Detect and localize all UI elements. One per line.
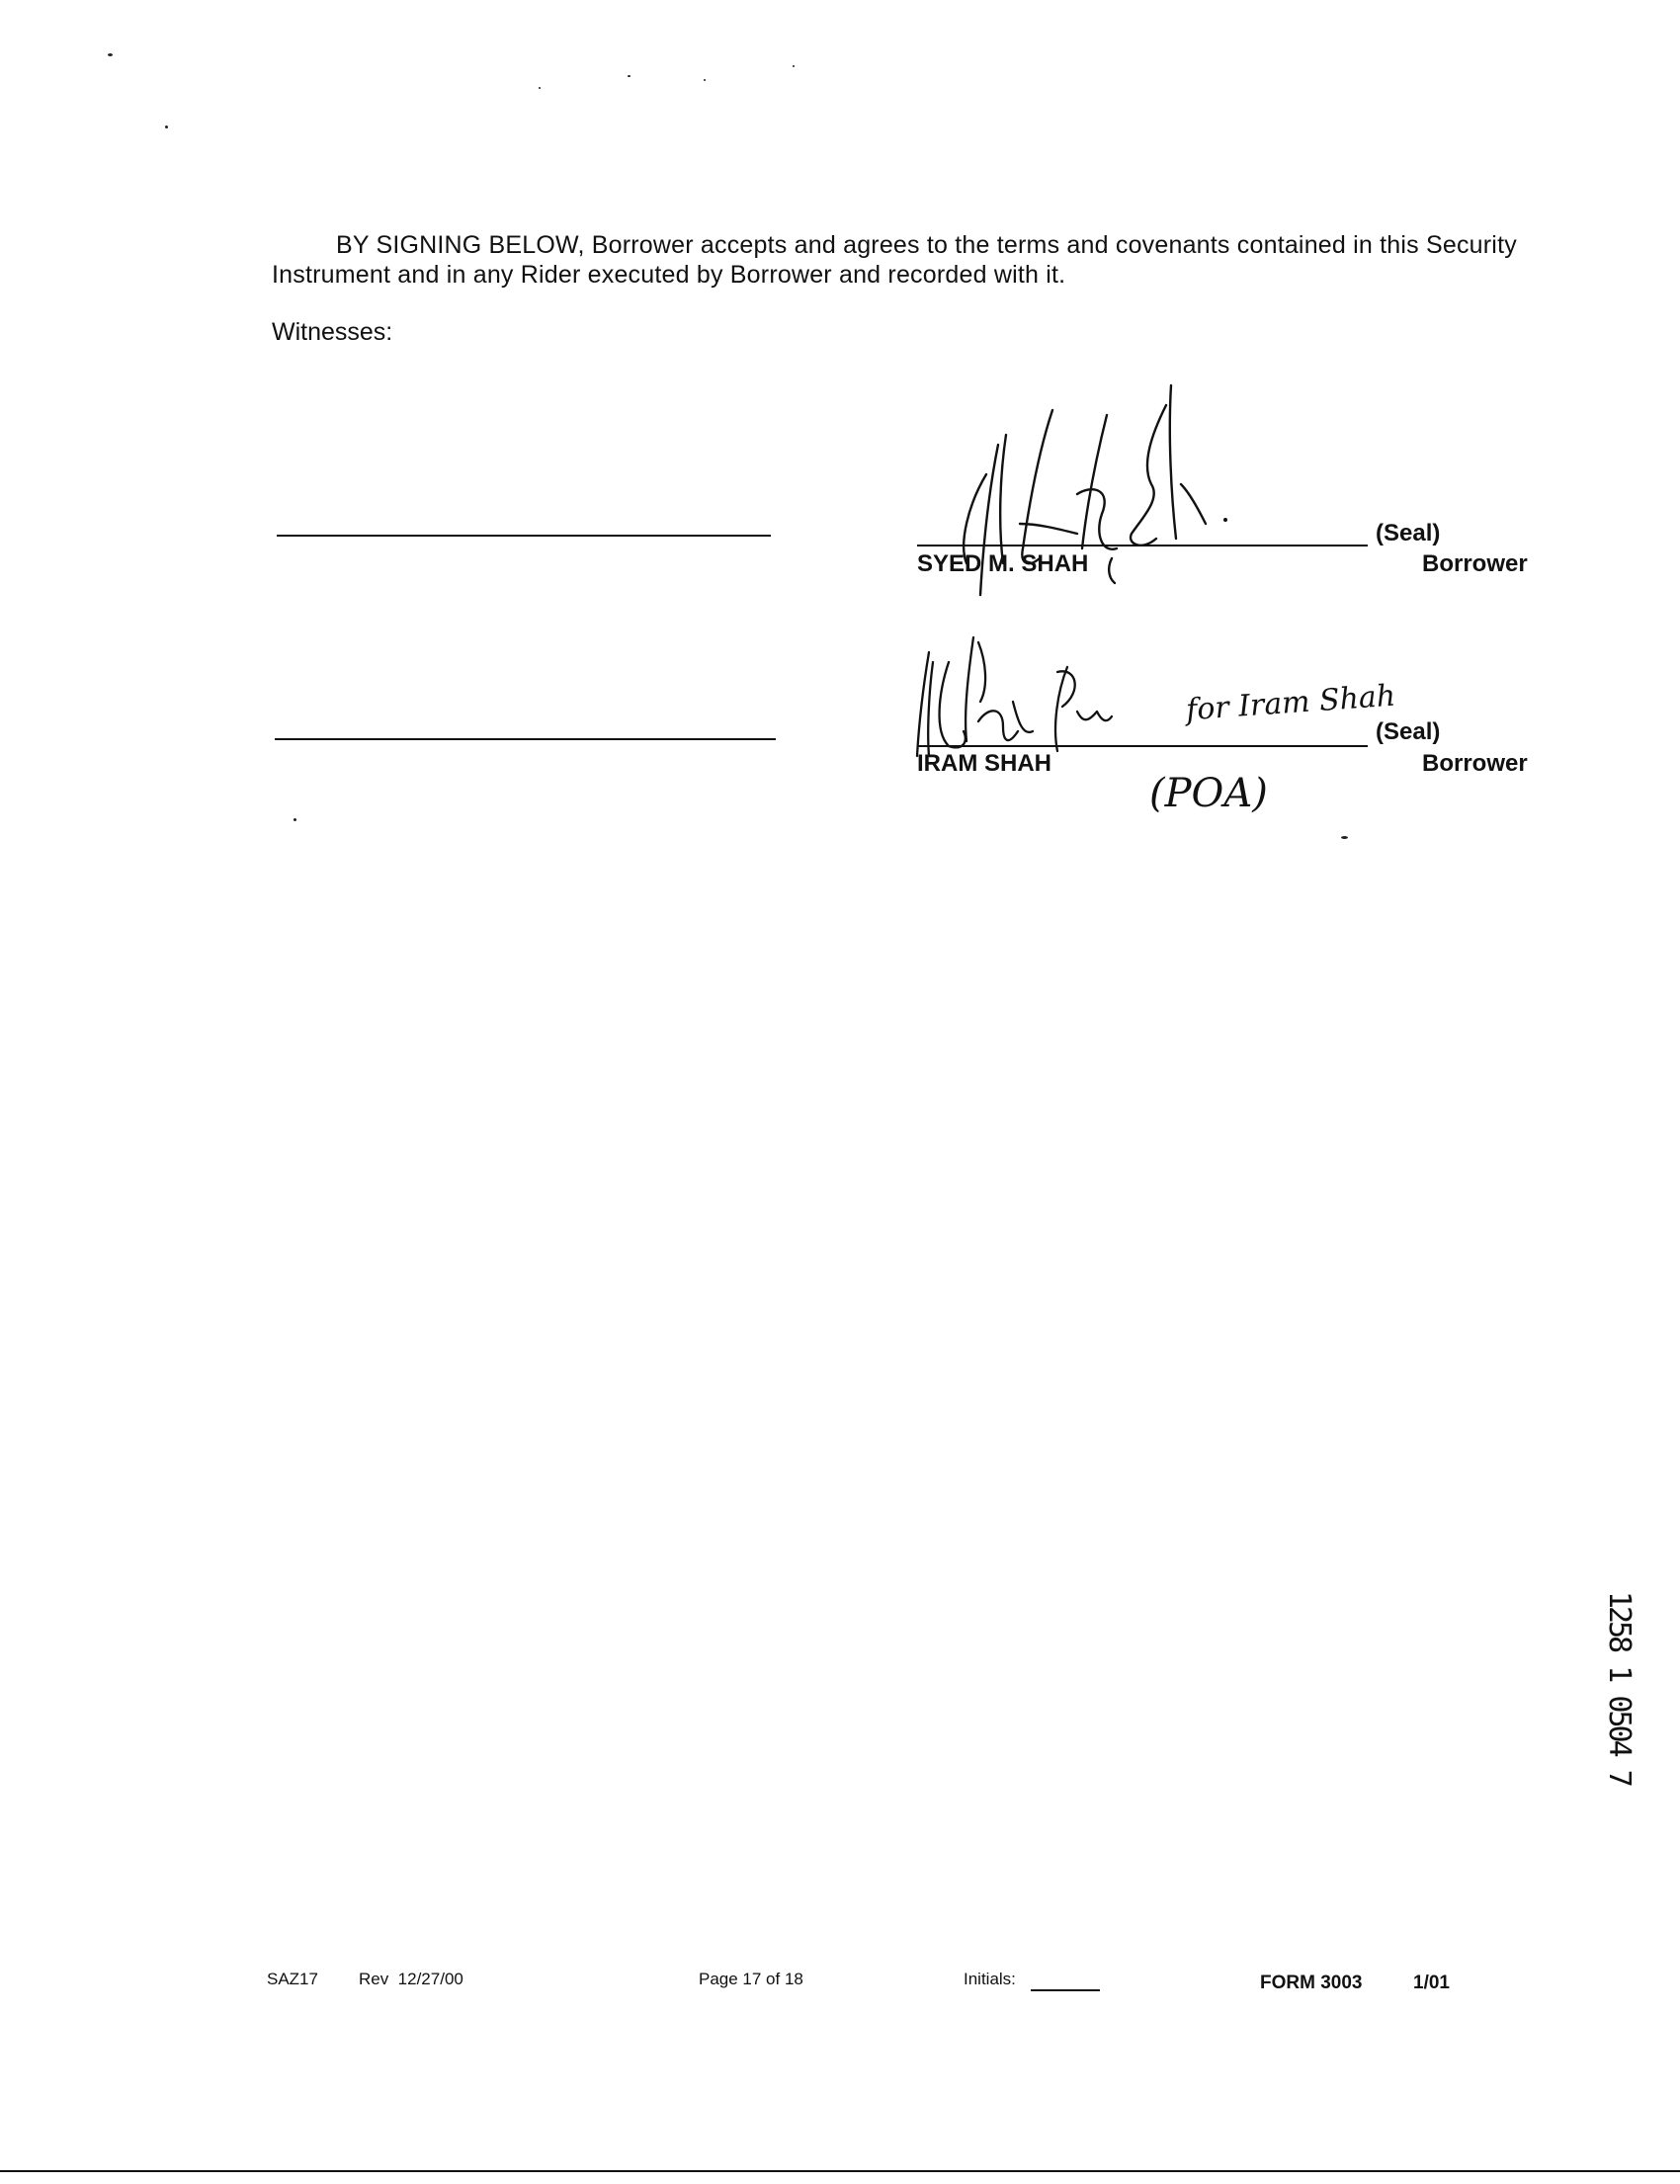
- footer-revision: Rev 12/27/00: [359, 1970, 463, 1988]
- scan-speck: [704, 79, 706, 81]
- borrower-1-name: SYED M. SHAH: [917, 550, 1089, 577]
- witness-signature-line-2[interactable]: [275, 738, 776, 740]
- scan-speck: [294, 818, 296, 821]
- scan-speck: [628, 75, 630, 77]
- initials-field[interactable]: [1031, 1989, 1100, 1991]
- borrower-2-handwritten-note: for Iram Shah: [1185, 678, 1397, 728]
- footer-form-number: FORM 3003: [1260, 1973, 1363, 1993]
- footer-initials-label: Initials:: [964, 1970, 1016, 1988]
- scan-speck: [1341, 836, 1348, 839]
- scan-speck: [165, 126, 168, 128]
- acceptance-paragraph: [272, 230, 1527, 290]
- borrower-2-role: Borrower: [1422, 750, 1528, 777]
- borrower-1-seal-label: (Seal): [1376, 520, 1441, 546]
- borrower-2-name: IRAM SHAH: [917, 750, 1051, 777]
- acceptance-text: BY SIGNING BELOW, Borrower accepts and agrees to the terms and covenants contained in this Security Instrument and in any Rider executed by Borrower and recorded with it.: [272, 231, 1517, 289]
- borrower-1-role: Borrower: [1422, 550, 1528, 577]
- scan-speck: [793, 65, 795, 67]
- footer-form-date: 1/01: [1413, 1973, 1450, 1993]
- scan-speck: [108, 53, 113, 56]
- footer-form-code: SAZ17: [267, 1970, 318, 1988]
- page-bottom-rule: [0, 2170, 1680, 2172]
- scan-speck: [539, 87, 541, 89]
- witnesses-label: Witnesses:: [272, 318, 393, 346]
- footer-page-number: Page 17 of 18: [699, 1970, 803, 1988]
- witness-signature-line-1[interactable]: [277, 535, 771, 537]
- poa-handwritten-note: (POA): [1149, 771, 1268, 816]
- borrower-1-signature: [929, 376, 1304, 613]
- borrower-2-seal-label: (Seal): [1376, 718, 1441, 745]
- recording-stamp: 1258 1 0504 7: [1602, 1591, 1637, 1785]
